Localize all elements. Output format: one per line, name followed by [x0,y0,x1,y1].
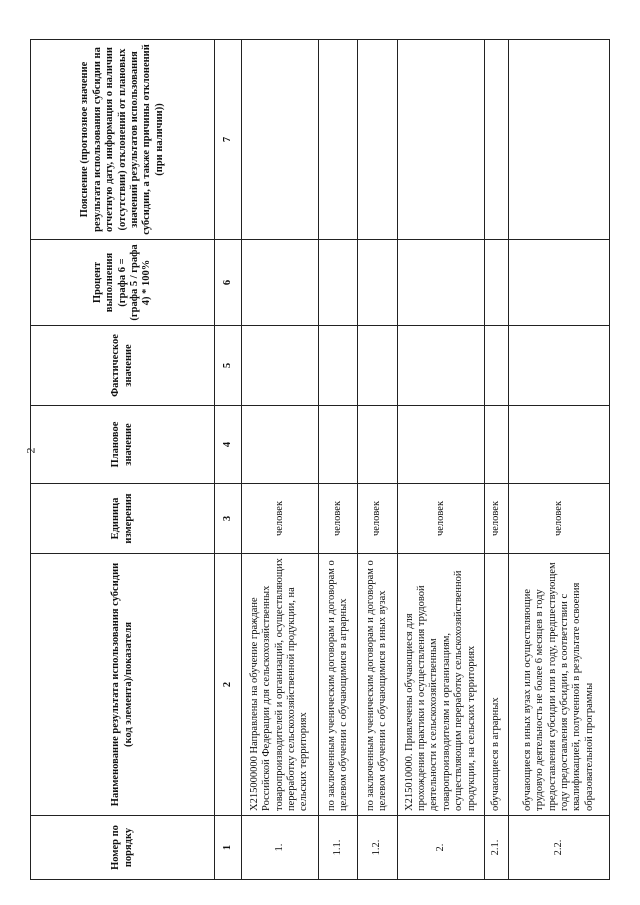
row-unit: человек [397,484,484,554]
table-row [484,40,508,880]
row-unit: человек [508,484,609,554]
explanation [358,40,398,240]
table-row [358,40,398,880]
actual-value [508,326,609,406]
row-unit: человек [484,484,508,554]
percent-done [397,240,484,326]
row-name: обучающиеся в аграрных [484,554,508,816]
page-number: 2 [23,447,38,454]
header-row [31,40,215,880]
table-row [241,40,318,880]
report-sheet [30,40,610,880]
explanation [241,40,318,240]
column-number-row [215,40,241,880]
table-row [508,40,609,880]
column-number: 5 [215,326,241,406]
percent-done [358,240,398,326]
header-cell: Единица измерения [31,484,215,554]
column-number: 3 [215,484,241,554]
row-number: 2.1. [484,816,508,880]
row-number: 1.1. [318,816,358,880]
header-cell: Фактическое значение [31,326,215,406]
row-name: Х215010000. Привлечены обучающиеся для прохождения практики и осуществления трудовой деятельности к сельскохозяйственным товаропроизводителям и организациям, осуществляющим переработку сельскохозяйственной продукции, на сельских территориях [397,554,484,816]
header-cell: Плановое значение [31,406,215,484]
explanation [318,40,358,240]
subsidy-results-table [30,39,610,880]
explanation [484,40,508,240]
row-name: по заключенным ученическим договорам и договорам о целевом обучении с обучающимися в аграрных [318,554,358,816]
row-unit: человек [241,484,318,554]
row-number: 2.2. [508,816,609,880]
table-row [397,40,484,880]
actual-value [397,326,484,406]
column-number: 6 [215,240,241,326]
column-number: 1 [215,816,241,880]
actual-value [358,326,398,406]
row-number: 1. [241,816,318,880]
percent-done [508,240,609,326]
actual-value [241,326,318,406]
row-number: 1.2. [358,816,398,880]
explanation [397,40,484,240]
planned-value [318,406,358,484]
planned-value [241,406,318,484]
row-number: 2. [397,816,484,880]
percent-done [241,240,318,326]
actual-value [318,326,358,406]
actual-value [484,326,508,406]
explanation [508,40,609,240]
column-number: 2 [215,554,241,816]
header-cell: Пояснение (прогнозное значение результата использования субсидии на отчетную дату, информация о наличии (отсутствии) отклонений от плановых значений результатов использования субсидии, а также причины отклонений (при наличии)) [31,40,215,240]
header-cell: Наименование результата использования субсидии (код элемента)/показателя [31,554,215,816]
planned-value [508,406,609,484]
row-unit: человек [358,484,398,554]
column-number: 7 [215,40,241,240]
planned-value [397,406,484,484]
planned-value [484,406,508,484]
planned-value [358,406,398,484]
row-name: по заключенным ученическим договорам и договорам о целевом обучении с обучающимися в иных вузах [358,554,398,816]
percent-done [318,240,358,326]
column-number: 4 [215,406,241,484]
header-cell: Процент выполнения (графа 6 = (графа 5 / графа 4) * 100% [31,240,215,326]
row-name: обучающиеся в иных вузах или осуществляющие трудовую деятельность не более 6 месяцев в году предоставления субсидии или в году, предшествующем году предоставления субсидии, в соответствии с квалификацией, полученной в результате освоения образовательной программы [508,554,609,816]
header-cell: Номер по порядку [31,816,215,880]
percent-done [484,240,508,326]
row-name: Х215000000 Направлены на обучение граждане Российской Федерации для сельскохозяйственных товаропроизводителей и организаций, осуществляющих переработку сельскохозяйственной продукции, на сельских территориях [241,554,318,816]
row-unit: человек [318,484,358,554]
table-row [318,40,358,880]
